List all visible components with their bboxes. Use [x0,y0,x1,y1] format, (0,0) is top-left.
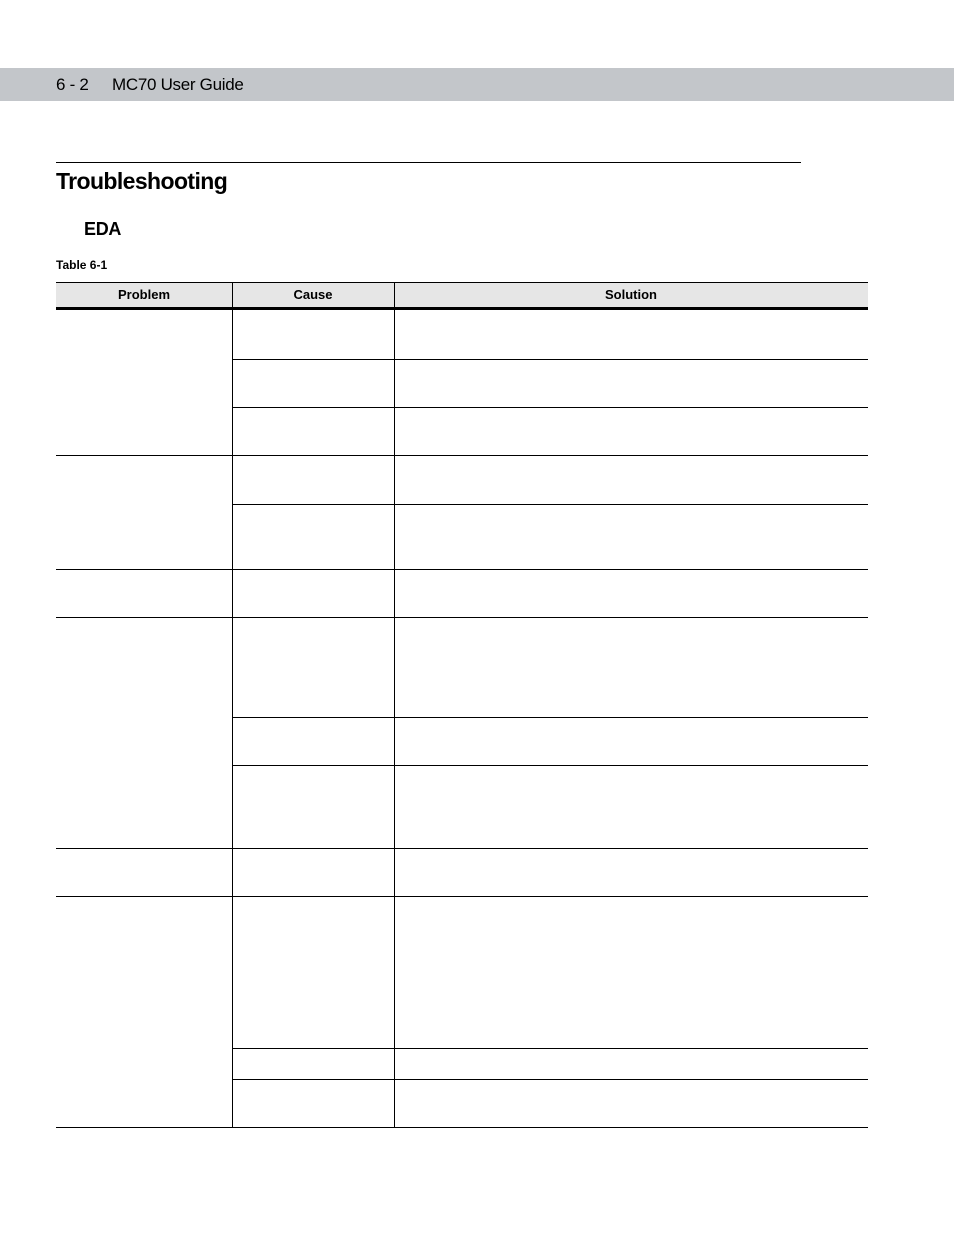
page-number: 6 - 2 [56,75,89,94]
table-caption: Table 6-1 [56,258,108,272]
row-divider [232,1079,868,1080]
column-header-problem: Problem [117,287,170,302]
section-title: Troubleshooting [56,168,228,194]
group-divider [56,617,868,618]
column-header-solution: Solution [605,287,657,302]
row-divider [232,407,868,408]
column-divider [232,282,233,1128]
group-divider [56,455,868,456]
subsection-title: EDA [84,219,122,239]
group-divider [56,1127,868,1128]
guide-title: MC70 User Guide [112,75,244,94]
group-divider [56,896,868,897]
column-header-cause: Cause [293,287,333,302]
row-divider [232,717,868,718]
column-divider [394,282,395,1128]
group-divider [56,848,868,849]
row-divider [232,359,868,360]
row-divider [232,504,868,505]
section-rule [56,162,801,163]
row-divider [232,1048,868,1049]
table-header-row [56,282,868,310]
group-divider [56,569,868,570]
row-divider [232,765,868,766]
